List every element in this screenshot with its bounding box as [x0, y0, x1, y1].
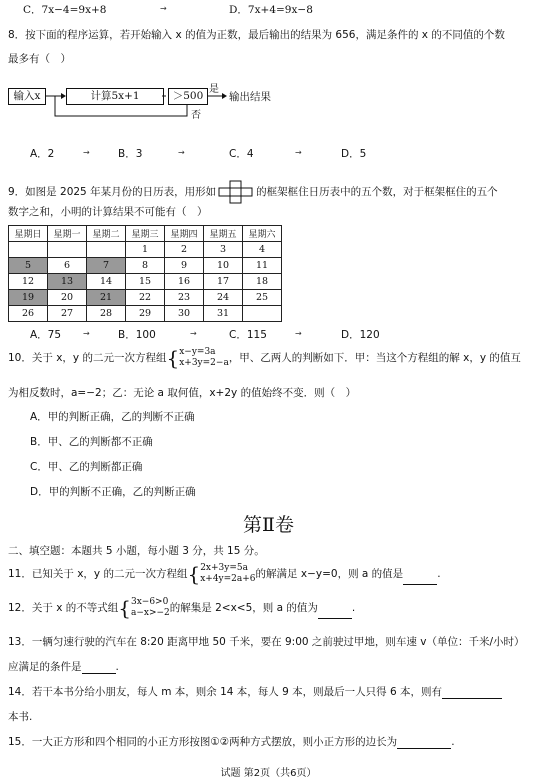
- calendar-row: [9, 274, 282, 290]
- q11-text-a: 11．已知关于 x，y 的二元一次方程组: [8, 568, 188, 580]
- calendar-row: [9, 290, 282, 306]
- q10-text-b: ，甲、乙两人的判断如下．甲：当这个方程组的解 x，y 的值互: [228, 352, 521, 364]
- q15-answer-blank[interactable]: [397, 748, 451, 749]
- q9-text-a: 9．如图是 2025 年某月份的日历表，用形如: [8, 186, 217, 198]
- option-d: D．7x+4=9x−8: [229, 4, 313, 16]
- q10-option-c: C．甲、乙的判断都正确: [30, 461, 143, 473]
- calendar-row: [9, 306, 282, 322]
- brace-icon: {: [118, 596, 131, 620]
- calendar-table: [8, 225, 282, 322]
- q12-system: [131, 597, 170, 619]
- calendar-cell: 26: [9, 306, 48, 322]
- calendar-cell: 17: [204, 274, 243, 290]
- calendar-header: 星期二: [87, 226, 126, 242]
- calendar-cell: [87, 242, 126, 258]
- calendar-cell: 31: [204, 306, 243, 322]
- tab-arrow: →: [295, 329, 302, 338]
- q10-option-a: A．甲的判断正确，乙的判断不正确: [30, 411, 195, 423]
- calendar-cell: 27: [48, 306, 87, 322]
- q11-eq2: x+4y=2a+6: [200, 574, 256, 584]
- calendar-cell-shaded: 13: [48, 274, 87, 290]
- calendar-header: 星期三: [126, 226, 165, 242]
- q13-text-line-1: 13．一辆匀速行驶的汽车在 8:20 距离甲地 50 千米，要在 9:00 之前驶过甲地，则车速 v（单位：千米/小时）: [8, 636, 525, 648]
- q10-text-line-1: [8, 347, 521, 369]
- q13-text-2: 应满足的条件是: [8, 661, 82, 673]
- q12-text-b: 的解集是 2<x<5，则 a 的值为: [169, 602, 318, 614]
- tab-arrow: →: [178, 148, 185, 157]
- calendar-header: 星期一: [48, 226, 87, 242]
- q8-text-line-2: 最多有（ ）: [8, 53, 71, 65]
- q14-text-line-1: [8, 684, 502, 699]
- q13-text-line-2: [8, 659, 119, 674]
- q8-option-d: D．5: [341, 148, 367, 160]
- calendar-row: [9, 242, 282, 258]
- q11-eq1: 2x+3y=5a: [200, 563, 248, 573]
- calendar-cell: 24: [204, 290, 243, 306]
- flow-no-label: 否: [191, 110, 201, 121]
- option-c: C．7x−4=9x+8: [23, 4, 107, 16]
- q10-system: [179, 347, 229, 369]
- q9-text-line-1: [8, 180, 498, 204]
- tab-arrow: →: [83, 148, 90, 157]
- calendar-cell: 22: [126, 290, 165, 306]
- q8-option-b: B．3: [118, 148, 143, 160]
- q13-end: .: [115, 661, 119, 673]
- flow-input-box: 输入x: [8, 88, 46, 105]
- calendar-cell: 9: [165, 258, 204, 274]
- flow-cond-box: ＞500: [168, 88, 208, 105]
- calendar-cell: [9, 242, 48, 258]
- q9-option-c: C．115: [229, 329, 267, 341]
- q11-system: [200, 563, 255, 585]
- flow-calc-box: 计算5x+1: [66, 88, 164, 105]
- q8-option-a: A．2: [30, 148, 55, 160]
- calendar-header-row: [9, 226, 282, 242]
- q10-text-line-2: 为相反数时，a=−2；乙：无论 a 取何值，x+2y 的值始终不变．则（ ）: [8, 387, 357, 399]
- calendar-header: 星期六: [243, 226, 282, 242]
- calendar-cell: 8: [126, 258, 165, 274]
- tab-arrow: →: [190, 329, 197, 338]
- q15-end: .: [451, 736, 455, 748]
- q10-eq1: x−y=3a: [179, 347, 216, 357]
- calendar-cell: 10: [204, 258, 243, 274]
- q12-line: [8, 597, 355, 619]
- q13-answer-blank[interactable]: [82, 673, 116, 674]
- q10-option-b: B．甲、乙的判断都不正确: [30, 436, 153, 448]
- brace-icon: {: [187, 562, 201, 586]
- calendar-cell: 15: [126, 274, 165, 290]
- calendar-header: 星期四: [165, 226, 204, 242]
- calendar-cell: 23: [165, 290, 204, 306]
- calendar-cell: 16: [165, 274, 204, 290]
- calendar-cell-shaded: 5: [9, 258, 48, 274]
- calendar-cell: 12: [9, 274, 48, 290]
- brace-icon: {: [166, 346, 180, 370]
- q9-text-b: 的框架框住日历表中的五个数，对于框架框住的五个: [256, 186, 498, 198]
- q9-option-a: A．75: [30, 329, 62, 341]
- q8-text-line-1: 8．按下面的程序运算，若开始输入 x 的值为正数，最后输出的结果为 656，满足条件的 x 的不同值的个数: [8, 29, 505, 41]
- calendar-row: [9, 258, 282, 274]
- q10-option-d: D．甲的判断不正确，乙的判断正确: [30, 486, 196, 498]
- calendar-cell: 30: [165, 306, 204, 322]
- q12-eq1: 3x−6>0: [130, 597, 169, 607]
- calendar-cell: [48, 242, 87, 258]
- calendar-header: 星期五: [204, 226, 243, 242]
- calendar-cell-shaded: 7: [87, 258, 126, 274]
- q14-text-line-2: 本书.: [8, 711, 33, 723]
- section-intro: 二、填空题：本题共 5 小题，每小题 3 分，共 15 分。: [8, 545, 265, 557]
- q10-text-a: 10．关于 x，y 的二元一次方程组: [8, 352, 167, 364]
- q11-text-b: 的解满足 x−y=0，则 a 的值是: [255, 568, 404, 580]
- flow-yes-label: 是: [209, 84, 219, 95]
- calendar-cell: 18: [243, 274, 282, 290]
- calendar-cell: 3: [204, 242, 243, 258]
- tab-arrow: →: [295, 148, 302, 157]
- q12-end: .: [351, 602, 356, 614]
- q15-text-1: 15．一大正方形和四个相同的小正方形按图①②两种方式摆放，则小正方形的边长为: [8, 736, 398, 748]
- cross-frame-icon: [217, 180, 255, 204]
- calendar-cell: 29: [126, 306, 165, 322]
- calendar-cell: [243, 306, 282, 322]
- q11-line: [8, 563, 441, 585]
- calendar-cell: 2: [165, 242, 204, 258]
- calendar-cell-shaded: 19: [9, 290, 48, 306]
- calendar-cell-shaded: 21: [87, 290, 126, 306]
- q8-option-c: C．4: [229, 148, 254, 160]
- q11-end: .: [437, 568, 441, 580]
- calendar-cell: 1: [126, 242, 165, 258]
- calendar-cell: 28: [87, 306, 126, 322]
- q10-eq2: x+3y=2−a: [179, 358, 229, 368]
- page-footer: 试题 第2页（共6页）: [220, 768, 317, 779]
- flow-output-label: 输出结果: [229, 91, 271, 103]
- q14-text-1: 14．若干本书分给小朋友，每人 m 本，则余 14 本，每人 9 本，则最后一人只得 6 本，则有: [8, 686, 443, 698]
- calendar-cell: 20: [48, 290, 87, 306]
- calendar-cell: 4: [243, 242, 282, 258]
- tab-arrow: →: [83, 329, 90, 338]
- flow-arrows: [0, 80, 240, 120]
- q9-text-line-2: 数字之和，小明的计算结果不可能有（ ）: [8, 206, 208, 218]
- tab-arrow: →: [160, 4, 167, 13]
- section-title: 第Ⅱ卷: [243, 514, 294, 536]
- q9-option-b: B．100: [118, 329, 156, 341]
- q14-answer-blank[interactable]: [442, 698, 502, 699]
- calendar-cell: 25: [243, 290, 282, 306]
- calendar-cell: 14: [87, 274, 126, 290]
- q11-answer-blank[interactable]: [403, 584, 437, 585]
- q12-answer-blank[interactable]: [318, 618, 352, 619]
- calendar-header: 星期日: [9, 226, 48, 242]
- calendar-cell: 6: [48, 258, 87, 274]
- q9-option-d: D．120: [341, 329, 380, 341]
- q12-eq2: a−x>−2: [130, 608, 170, 618]
- q12-text-a: 12．关于 x 的不等式组: [8, 602, 119, 614]
- calendar-cell: 11: [243, 258, 282, 274]
- q15-line: [8, 734, 455, 749]
